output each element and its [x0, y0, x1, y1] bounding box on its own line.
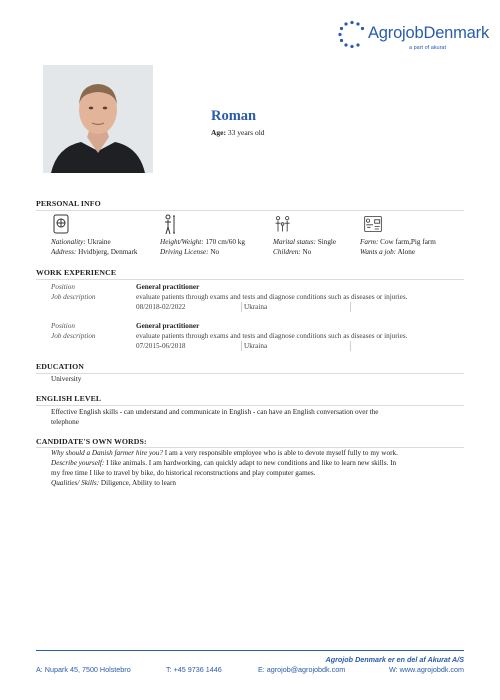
address: Address: Hvidbjerg, Denmark	[51, 248, 138, 256]
divider	[350, 341, 351, 351]
nationality: Nationality: Ukraine	[51, 238, 111, 246]
self-description: Describe yourself: I like animals. I am hardworking, can quickly adapt to new conditions and like to learn new skills. In	[51, 459, 397, 467]
self-description-continued: my free time I like to travel by bike, do historical reconstructions and play computer games.	[51, 469, 316, 477]
hire-reason: Why should a Danish farmer hire you? I am a very responsible employee who is able to devote myself fully to my work.	[51, 449, 398, 457]
job-title: General practitioner	[136, 283, 200, 291]
job-description: evaluate patients through exams and tests and diagnose conditions such as diseases or injuries.	[136, 332, 408, 340]
footer-email[interactable]: E: agrojob@agrojobdk.com	[258, 665, 346, 674]
wants-a-job: Wants a job: Alone	[360, 248, 416, 256]
job-title: General practitioner	[136, 322, 200, 330]
children: Children: No	[273, 248, 312, 256]
height-weight: Height/Weight: 170 cm/60 kg	[160, 238, 245, 246]
job-description-label: Job description	[51, 332, 96, 340]
person-icon	[160, 213, 180, 235]
job-dates: 07/2015-06/2018	[136, 342, 186, 350]
position-label: Position	[51, 283, 75, 291]
english-level-text: Effective English skills - can understand and communicate in English - can have an English conversation over the	[51, 408, 379, 416]
footer-website[interactable]: W: www.agrojobdk.com	[389, 665, 464, 674]
company-logo	[338, 18, 490, 58]
qualities-skills: Qualities/ Skills: Diligence, Ability to learn	[51, 479, 176, 487]
job-description: evaluate patients through exams and tests and diagnose conditions such as diseases or injuries.	[136, 293, 408, 301]
job-description-label: Job description	[51, 293, 96, 301]
farm-icon	[363, 213, 383, 235]
divider	[36, 447, 464, 448]
footer-address: A: Nupark 45, 7500 Holstebro	[36, 665, 131, 674]
english-level-text: telephone	[51, 418, 79, 426]
candidate-age: Age: 33 years old	[211, 128, 265, 137]
candidate-name: Roman	[211, 108, 257, 124]
education-value: University	[51, 375, 82, 383]
english-level-heading: ENGLISH LEVEL	[36, 394, 102, 403]
family-icon	[273, 213, 293, 235]
education-heading: EDUCATION	[36, 362, 84, 371]
footer-divider	[36, 650, 464, 651]
divider	[350, 302, 351, 312]
job-country: Ukraina	[244, 303, 268, 311]
divider	[241, 341, 242, 351]
divider	[36, 279, 464, 280]
footer-company: Agrojob Denmark er en del af Akurat A/S	[325, 655, 464, 664]
logo-wordmark: AgrojobDenmark	[368, 24, 490, 42]
job-dates: 08/2018-02/2022	[136, 303, 186, 311]
personal-info-heading: PERSONAL INFO	[36, 199, 101, 208]
stars-icon	[338, 20, 366, 48]
driving-license: Driving License: No	[160, 248, 220, 256]
candidate-photo	[43, 65, 153, 173]
divider	[36, 210, 464, 211]
passport-icon	[51, 213, 71, 235]
marital-status: Marital status: Single	[273, 238, 337, 246]
own-words-heading: CANDIDATE'S OWN WORDS:	[36, 437, 147, 446]
logo-subtitle: a part of akurat	[409, 45, 446, 51]
footer-phone: T: +45 9736 1446	[166, 665, 222, 674]
divider	[36, 405, 464, 406]
job-country: Ukraina	[244, 342, 268, 350]
divider	[36, 373, 464, 374]
divider	[241, 302, 242, 312]
work-experience-heading: WORK EXPERIENCE	[36, 268, 117, 277]
position-label: Position	[51, 322, 75, 330]
farm-type: Farm: Cow farm,Pig farm	[360, 238, 436, 246]
